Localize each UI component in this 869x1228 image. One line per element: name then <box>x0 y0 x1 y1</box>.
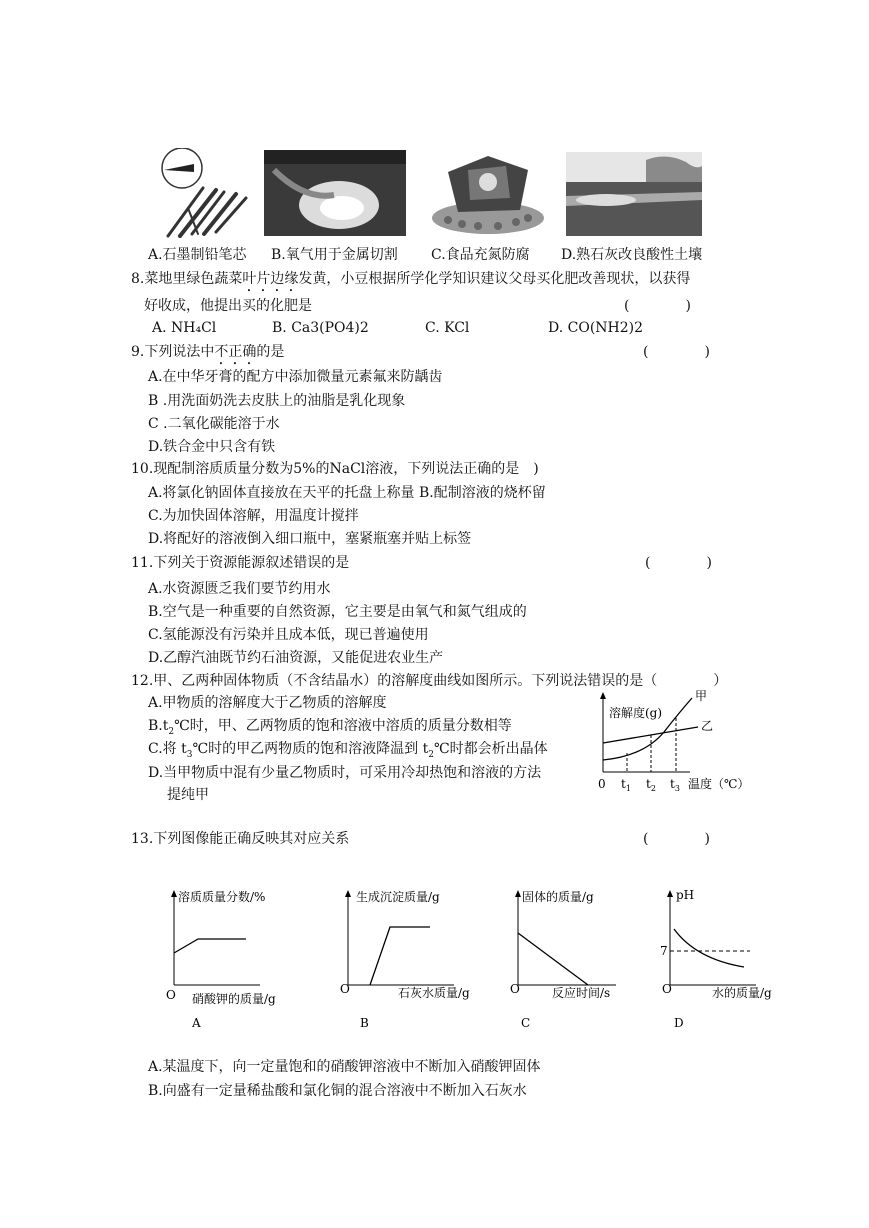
graph-d-xlabel: 水的质量/g <box>712 986 772 1000</box>
tick-t3-t: t <box>670 777 675 791</box>
q13-option-b: B.向盛有一定量稀盐酸和氯化铜的混合溶液中不断加入石灰水 <box>148 1083 527 1099</box>
q12-option-d-line2: 提纯甲 <box>167 787 209 803</box>
lime-soil-photo <box>566 152 702 236</box>
graph-c-y-arrow <box>515 890 521 897</box>
q9-stem <box>131 343 284 368</box>
graph-a-origin: O <box>166 988 176 1002</box>
q8-stem-line1 <box>131 270 690 295</box>
graph-d-mark: 7 <box>660 944 668 958</box>
graph-d-letter: D <box>674 1016 684 1030</box>
metal-cutting-photo <box>264 150 406 236</box>
graph-b <box>334 885 484 1035</box>
tick-t3-sub: 3 <box>674 784 680 793</box>
solubility-y-arrow <box>600 692 606 699</box>
q12-option-b-pre: B.t <box>148 718 169 734</box>
q12-option-c <box>148 740 548 764</box>
q13-stem: 13.下列图像能正确反映其对应关系 <box>131 831 350 847</box>
q12-option-b-sub: 2 <box>168 726 175 737</box>
solubility-curve-graph <box>594 690 784 800</box>
tick-t2-sub: 2 <box>650 784 656 793</box>
q8-stem-pre: 8.菜地里绿色蔬菜 <box>131 271 243 287</box>
q10-option-d: D.将配好的溶液倒入细口瓶中，塞紧瓶塞并贴上标签 <box>148 531 472 547</box>
graph-c-ylabel: 固体的质量/g <box>522 890 594 904</box>
graph-c-xlabel: 反应时间/s <box>552 986 611 1000</box>
q9-option-c: C .二氧化碳能溶于水 <box>148 416 280 432</box>
q9-option-a: A.在中华牙膏的配方中添加微量元素氟来防龋齿 <box>148 369 443 385</box>
q11-option-a: A.水资源匮乏我们要节约用水 <box>148 581 331 597</box>
q8-option-c: C. KCl <box>425 320 470 336</box>
pencil-graphite-photo <box>158 148 253 238</box>
graph-d-origin: O <box>662 982 672 996</box>
q11-option-d: D.乙醇汽油既节约石油资源，又能促进农业生产 <box>148 650 444 666</box>
graph-d-y-arrow <box>667 890 673 897</box>
q12-option-c-sub2: 2 <box>428 749 434 760</box>
q9-stem-pre: 9.下列说法中 <box>131 344 215 360</box>
q12-option-d-line1: D.当甲物质中混有少量乙物质时，可采用冷却热饱和溶液的方法 <box>148 765 542 781</box>
graph-a-line <box>174 939 246 953</box>
graph-b-origin: O <box>340 982 350 996</box>
q12-option-c-mid: ℃时的甲乙两物质的饱和溶液降温到 t <box>192 741 429 757</box>
tick-t1-sub: 1 <box>625 784 631 793</box>
q9-option-b: B .用洗面奶洗去皮肤上的油脂是乳化现象 <box>148 393 406 409</box>
graph-a-ylabel: 溶质质量分数/% <box>178 890 266 904</box>
q10-option-ab: A.将氯化钠固体直接放在天平的托盘上称量 B.配制溶液的烧杯留 <box>148 485 546 501</box>
label-yi: 乙 <box>701 719 714 733</box>
q12-stem: 12.甲、乙两种固体物质（不含结晶水）的溶解度曲线如图所示。下列说法错误的是（ ） <box>131 673 728 689</box>
graph-d-ylabel: pH <box>676 888 695 902</box>
nitrogen-food-package-photo <box>428 152 546 236</box>
graph-c-letter: C <box>521 1016 531 1030</box>
q9-answer-paren: ( ) <box>643 344 710 360</box>
q11-option-c: C.氢能源没有污染并且成本低，现已普遍使用 <box>148 627 429 643</box>
q9-option-d: D.铁合金中只含有铁 <box>148 439 276 455</box>
graph-b-letter: B <box>360 1016 369 1030</box>
graph-b-ylabel: 生成沉淀质量/g <box>356 890 440 904</box>
solubility-ylabel: 溶解度(g) <box>609 706 663 720</box>
q11-stem: 11.下列关于资源能源叙述错误的是 <box>131 555 350 571</box>
graph-d-curve <box>674 929 744 967</box>
graph-b-xlabel: 石灰水质量/g <box>398 986 470 1000</box>
graph-b-line <box>370 927 430 985</box>
q10-option-c: C.为加快固体溶解，用温度计搅拌 <box>148 508 359 524</box>
q12-option-c-post: ℃时都会析出晶体 <box>433 741 548 757</box>
graph-b-y-arrow <box>345 890 351 897</box>
q7-option-c: C.食品充氮防腐 <box>431 247 530 263</box>
graph-a <box>160 885 290 1035</box>
q9-stem-post: 的是 <box>256 344 285 360</box>
q13-option-a: A.某温度下，向一定量饱和的硝酸钾溶液中不断加入硝酸钾固体 <box>148 1059 541 1075</box>
graph-a-xlabel: 硝酸钾的质量/g <box>192 992 276 1006</box>
tick-t3 <box>670 777 680 793</box>
q13-answer-paren: ( ) <box>643 831 710 847</box>
solubility-xlabel: 温度（℃） <box>688 777 750 791</box>
graph-a-letter: A <box>192 1016 201 1030</box>
q11-answer-paren: ( ) <box>645 555 712 571</box>
q8-option-a: A. NH₄Cl <box>152 320 217 336</box>
graph-d <box>656 885 786 1035</box>
q12-option-b-post: ℃时，甲、乙两物质的饱和溶液中溶质的质量分数相等 <box>174 718 512 734</box>
graph-c-line <box>518 933 588 985</box>
tick-t1-t: t <box>621 777 626 791</box>
graph-a-y-arrow <box>171 890 177 897</box>
q8-answer-paren: ( ) <box>624 298 691 314</box>
solubility-origin: 0 <box>598 777 606 791</box>
q12-option-a: A.甲物质的溶解度大于乙物质的溶解度 <box>148 695 387 711</box>
label-jia: 甲 <box>695 690 708 703</box>
q7-option-d: D.熟石灰改良酸性土壤 <box>561 247 703 263</box>
tick-t2-t: t <box>646 777 651 791</box>
q10-stem: 10.现配制溶质质量分数为5%的NaCl溶液，下列说法正确的是 ) <box>131 461 539 477</box>
q11-option-b: B.空气是一种重要的自然资源，它主要是由氧气和氮气组成的 <box>148 604 527 620</box>
q12-option-b <box>148 717 512 741</box>
graph-c <box>504 885 634 1035</box>
q12-option-c-sub1: 3 <box>186 749 193 760</box>
tick-t2 <box>646 777 656 793</box>
q8-option-b: B. Ca3(PO4)2 <box>272 320 369 336</box>
q9-stem-dotted: 不正确 <box>214 344 257 360</box>
q8-stem-line2: 好收成，他提出买的化肥是 <box>144 298 312 314</box>
q8-option-d: D. CO(NH2)2 <box>548 320 644 336</box>
q8-stem-dotted: 叶片边缘 <box>242 271 299 287</box>
q7-option-b: B.氧气用于金属切割 <box>271 247 398 263</box>
tick-t1 <box>621 777 631 793</box>
q8-stem-post: 发黄，小豆根据所学化学知识建议父母买化肥改善现状，以获得 <box>298 271 691 287</box>
q12-option-c-pre: C.将 t <box>148 741 187 757</box>
q7-option-a: A.石墨制铅笔芯 <box>148 247 247 263</box>
graph-c-origin: O <box>510 982 520 996</box>
